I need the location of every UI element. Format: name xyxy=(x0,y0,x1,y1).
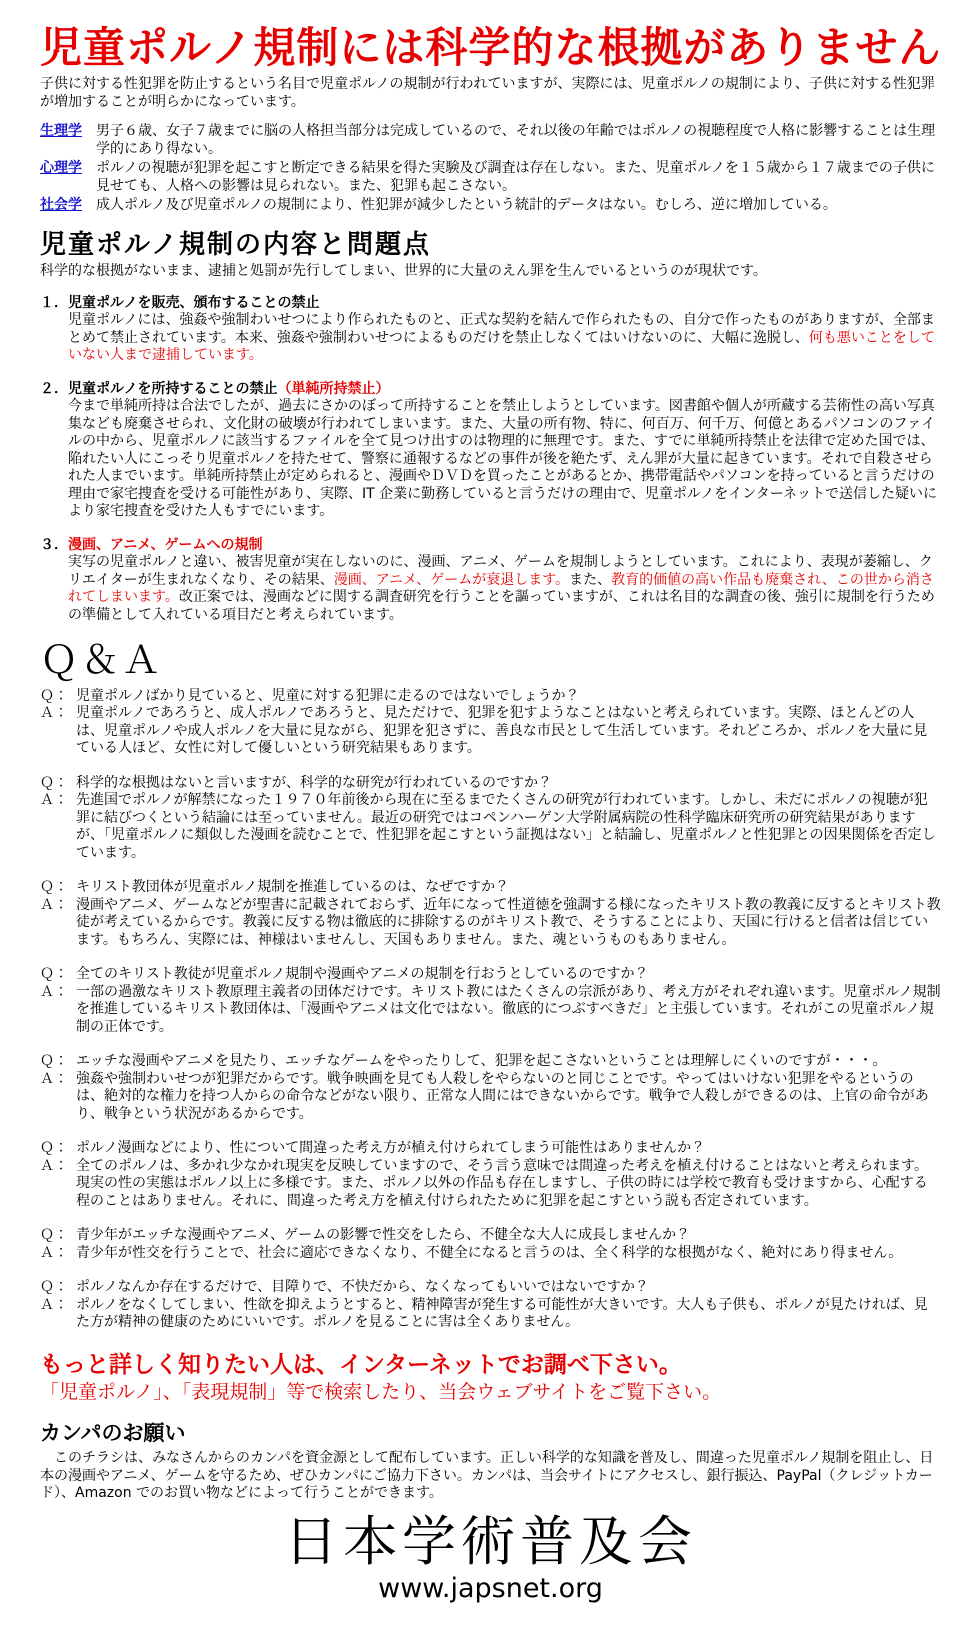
more-info-subtitle: 「児童ポルノ」、「表現規制」等で検索したり、当会ウェブサイトをご覧下さい。 xyxy=(40,1381,722,1404)
qa-question xyxy=(40,1053,941,1071)
qa-question-text: ポルノ漫画などにより、性について間違った考え方が植え付けられてしまう可能性はありませんか？ xyxy=(76,1140,706,1157)
list-item-1-title-text: 児童ポルノを販売、頒布することの禁止 xyxy=(68,294,320,311)
qa-answer xyxy=(40,897,941,950)
qa-answer-label: Ａ： xyxy=(40,705,68,722)
list-item-2-number: ２． xyxy=(40,380,68,397)
qa-question xyxy=(40,966,941,984)
donation-body: このチラシは、みなさんからのカンパを資金源として配布しています。正しい科学的な知識を普及し、間違った児童ポルノ規制を阻止し、日本の漫画やアニメ、ゲームを守るため、ぜひカンパにご協力下さい。カンパは、当会サイトにアクセスし、銀行振込、PayPal（クレジットカード）、Amazon でのお買い物などによって行うことができます。 xyxy=(40,1450,934,1502)
qa-pair-4 xyxy=(40,966,941,1036)
qa-answer-text: 全てのポルノは、多かれ少なかれ現実を反映していますので、そう言う意味では間違った考えを植え付けることはないと考えられます。現実の性の実態はポルノ以上に多様です。また、ポルノ以外の作品も存在しますし、子供の時には学校で教育も受けますから、心配する程のことはありません。それに、間違った考え方を植え付けられたために犯罪を起こすという説も否定されています。 xyxy=(76,1157,929,1209)
discipline-row-physiology xyxy=(40,123,941,158)
qa-answer xyxy=(40,1297,941,1332)
qa-pair-1 xyxy=(40,688,941,758)
qa-question-text: キリスト教団体が児童ポルノ規制を推進しているのは、なぜですか？ xyxy=(76,879,510,896)
organization-url: www.japsnet.org xyxy=(378,1572,603,1604)
qa-answer-text: 一部の過激なキリスト教原理主義者の団体だけです。キリスト教にはたくさんの宗派があり、考え方がそれぞれ違います。児童ポルノ規制を推進しているキリスト教団体は、「漫画やアニメは文化ではない。徹底的につぶすべきだ」と主張しています。それがこの児童ポルノ規制の正体です。 xyxy=(76,983,941,1035)
qa-question-label: Ｑ： xyxy=(40,879,68,896)
qa-answer-text: 強姦や強制わいせつが犯罪だからです。戦争映画を見ても人殺しをやらないのと同じことです。やってはいけない犯罪をやるというのは、絶対的な権力を持つ人からの命令などがない限り、正常な人間にはできないからです。戦争で人殺しができるのは、上官の命令があり、戦争という状況があるからです。 xyxy=(76,1070,929,1122)
list-item-3-body: 実写の児童ポルノと違い、被害児童が実在しないのに、漫画、アニメ、ゲームを規制しようとしています。これにより、表現が萎縮し、クリエイターが生まれなくなり、その結果、漫画、アニメ、ゲームが衰退します。また、教育的価値の高い作品も廃棄され、この世から消されてしまいます。改正案では、漫画などに関する調査研究を行うことを謳っていますが、これは名目的な調査の後、強引に規制を行うための準備として入れている項目だと考えられています。 xyxy=(68,554,935,623)
donation-heading: カンパのお願い xyxy=(40,1421,186,1446)
list-item-3-title-text: 漫画、アニメ、ゲームへの規制 xyxy=(68,536,263,553)
qa-question-text: ポルノなんか存在するだけで、目障りで、不快だから、なくなってもいいではないですか？ xyxy=(76,1279,649,1296)
qa-answer-text: 先進国でポルノが解禁になった１９７０年前後から現在に至るまでたくさんの研究が行われています。しかし、未だにポルノの視聴が犯罪に結びつくという結論には至っていません。最近の研究ではコペンハーゲン大学附属病院の性科学臨床研究所の研究結果がありますが、「児童ポルノに類似した漫画を読むことで、性犯罪を起こすという証拠はない」と結論し、児童ポルノと性犯罪との因果関係を否定しています。 xyxy=(76,792,936,861)
qa-pair-5 xyxy=(40,1053,941,1123)
discipline-label-sociology: 社会学 xyxy=(40,197,82,214)
qa-answer-text: 青少年が性交を行うことで、社会に適応できなくなり、不健全になると言うのは、全く科学的な根拠がなく、絶対にあり得ません。 xyxy=(76,1244,903,1261)
qa-answer xyxy=(40,792,941,862)
qa-pair-7 xyxy=(40,1227,941,1262)
discipline-label-psychology: 心理学 xyxy=(40,160,82,177)
qa-question xyxy=(40,879,941,897)
discipline-text-psychology: ポルノの視聴が犯罪を起こすと断定できる結果を得た実験及び調査は存在しない。また、児童ポルノを１５歳から１７歳までの子供に見せても、人格への影響は見られない。また、犯罪も起こさない。 xyxy=(96,160,935,194)
qa-question-text: 児童ポルノばかり見ていると、児童に対する犯罪に走るのではないでしょうか？ xyxy=(76,687,580,704)
qa-answer xyxy=(40,705,941,758)
list-item-1-body: 児童ポルノには、強姦や強制わいせつにより作られたものと、正式な契約を結んで作られたもの、自分で作ったものがありますが、全部まとめて禁止されています。本来、強姦や強制わいせつによるものだけを禁止しなくてはいけないのに、大幅に逸脱し、何も悪いことをしていない人まで逮捕しています。 xyxy=(68,312,935,364)
qa-question-label: Ｑ： xyxy=(40,774,68,791)
page-title: 児童ポルノ規制には科学的な根拠がありません xyxy=(40,23,942,72)
qa-question xyxy=(40,1140,941,1158)
qa-question xyxy=(40,688,941,706)
qa-question-label: Ｑ： xyxy=(40,1227,68,1244)
qa-answer xyxy=(40,1245,941,1263)
qa-answer-text: ポルノをなくしてしまい、性欲を抑えようとすると、精神障害が発生する可能性が大きいです。大人も子供も、ポルノが見たければ、見た方が精神の健康のためにいいです。ポルノを見ることに害は全くありません。 xyxy=(76,1296,928,1331)
list-item-1-number: １． xyxy=(40,294,68,311)
qa-answer-text: 児童ポルノであろうと、成人ポルノであろうと、見ただけで、犯罪を犯すようなことはないと考えられています。実際、ほとんどの人は、児童ポルノや成人ポルノを大量に見ながら、犯罪を犯さずに、善良な市民として生活しています。それどころか、ポルノを大量に見ている人ほど、女性に対して優しいという研究結果もあります。 xyxy=(76,705,928,757)
list-item-3-title xyxy=(40,537,941,555)
list-item-2-title-text: 児童ポルノを所持することの禁止（単純所持禁止） xyxy=(68,380,390,397)
list-item-3 xyxy=(40,537,941,625)
discipline-row-sociology xyxy=(40,197,941,215)
qa-answer-label: Ａ： xyxy=(40,1157,68,1174)
qa-answer xyxy=(40,1071,941,1124)
qa-question-text: 全てのキリスト教徒が児童ポルノ規制や漫画やアニメの規制を行おうとしているのですか？ xyxy=(76,966,649,983)
discipline-text-sociology: 成人ポルノ及び児童ポルノの規制により、性犯罪が減少したという統計的データはない。むしろ、逆に増加している。 xyxy=(96,197,837,214)
qa-question-text: エッチな漫画やアニメを見たり、エッチなゲームをやったりして、犯罪を起こさないということは理解しにくいのですが・・・。 xyxy=(76,1053,887,1070)
section-heading: 児童ポルノ規制の内容と問題点 xyxy=(40,229,431,260)
qa-question xyxy=(40,1279,941,1297)
list-item-2-title xyxy=(40,381,941,399)
more-info-title: もっと詳しく知りたい人は、インターネットでお調べ下さい。 xyxy=(40,1351,682,1378)
qa-answer xyxy=(40,1158,941,1211)
qa-answer-label: Ａ： xyxy=(40,1244,68,1261)
list-item-1-title xyxy=(40,295,941,313)
discipline-list xyxy=(40,123,941,215)
qa-question-label: Ｑ： xyxy=(40,1140,68,1157)
qa-question xyxy=(40,775,941,793)
discipline-row-psychology xyxy=(40,160,941,195)
qa-pair-8 xyxy=(40,1279,941,1332)
qa-answer-text: 漫画やアニメ、ゲームなどが聖書に記載されておらず、近年になって性道徳を強調する様になったキリスト教の教義に反するとキリスト教徒が考えているからです。教義に反する物は徹底的に排除するのがキリスト教で、そうすることにより、天国に行けると信者は信じています。もちろん、実際には、神様はいませんし、天国もありません。また、魂というものもありません。 xyxy=(76,896,941,948)
qa-answer-label: Ａ： xyxy=(40,983,68,1000)
qa-question-text: 青少年がエッチな漫画やアニメ、ゲームの影響で性交をしたら、不健全な大人に成長しませんか？ xyxy=(76,1227,691,1244)
qa-pair-6 xyxy=(40,1140,941,1210)
qa-answer-label: Ａ： xyxy=(40,896,68,913)
qa-question-label: Ｑ： xyxy=(40,966,68,983)
list-item-2-body: 今まで単純所持は合法でしたが、過去にさかのぼって所持することを禁止しようとしています。図書館や個人が所蔵する芸術性の高い写真集なども廃棄させられ、文化財の破壊が行われてしまいます。また、大量の所有物、特に、何百万、何千万、何億とあるパソコンのファイルの中から、児童ポルノに該当するファイルを全て見つけ出すのは物理的に無理です。また、すでに単純所持禁止を法律で定めた国では、陥れたい人にこっそり児童ポルノを持たせて、警察に通報するなどの事件が後を絶たず、えん罪が大量に起きています。それで自殺させられた人までいます。単純所持禁止が定められると、漫画やＤＶＤを買ったことがあるとか、携帯電話やパソコンを持っていると言うだけの理由で家宅捜査を受ける可能性があり、実際、IT 企業に勤務していると言うだけの理由で、児童ポルノをインターネットで送信した疑いにより家宅捜査を受けた人もすでにいます。 xyxy=(68,398,938,520)
qa-answer-label: Ａ： xyxy=(40,1070,68,1087)
qa-answer-label: Ａ： xyxy=(40,1296,68,1313)
list-item-1 xyxy=(40,295,941,365)
qa-answer xyxy=(40,984,941,1037)
qa-pair-2 xyxy=(40,775,941,863)
organization-name: 日本学術普及会 xyxy=(284,1509,697,1573)
qa-question-text: 科学的な根拠はないと言いますが、科学的な研究が行われているのですか？ xyxy=(76,774,552,791)
section-subtitle: 科学的な根拠がないまま、逮捕と処罰が先行してしまい、世界的に大量のえん罪を生んでいるというのが現状です。 xyxy=(40,263,767,280)
discipline-label-physiology: 生理学 xyxy=(40,123,82,140)
qa-question-label: Ｑ： xyxy=(40,687,68,704)
qa-answer-label: Ａ： xyxy=(40,792,68,809)
intro-text: 子供に対する性犯罪を防止するという名目で児童ポルノの規制が行われていますが、実際には、児童ポルノの規制により、子供に対する性犯罪が増加することが明らかになっています。 xyxy=(40,76,935,110)
qa-question-label: Ｑ： xyxy=(40,1053,68,1070)
qa-heading: Ｑ＆Ａ xyxy=(40,638,164,683)
qa-question xyxy=(40,1227,941,1245)
qa-pair-3 xyxy=(40,879,941,949)
qa-question-label: Ｑ： xyxy=(40,1279,68,1296)
list-item-2 xyxy=(40,381,941,521)
list-item-3-number: ３． xyxy=(40,536,68,553)
discipline-text-physiology: 男子６歳、女子７歳までに脳の人格担当部分は完成しているので、それ以後の年齢ではポルノの視聴程度で人格に影響することは生理学的にあり得ない。 xyxy=(96,123,936,157)
